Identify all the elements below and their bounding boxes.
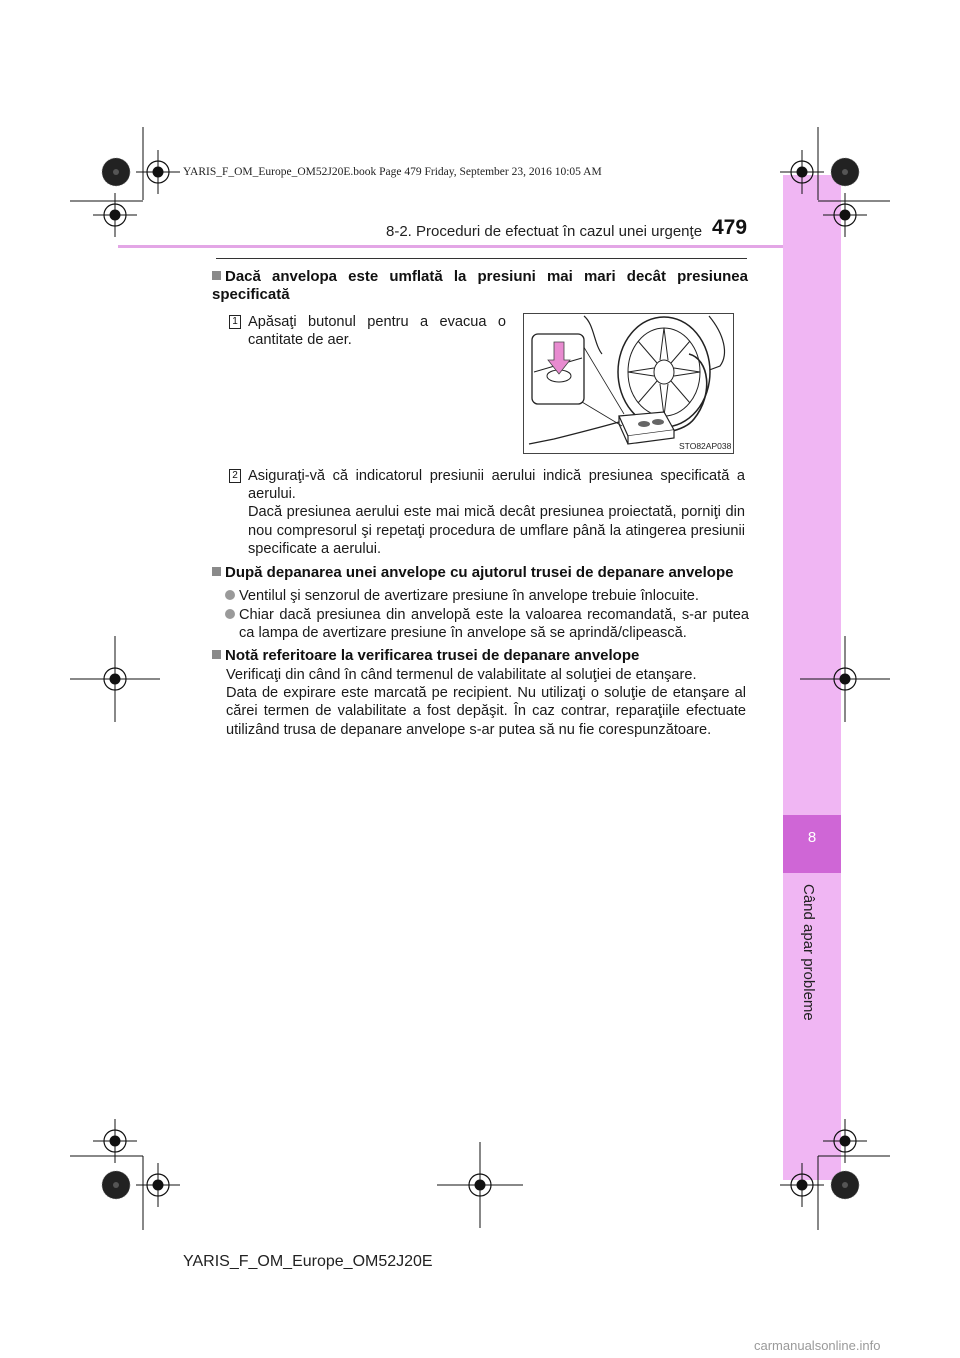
- registration-sunburst-icon: [831, 1171, 859, 1199]
- section3-line-2: Data de expirare este marcată pe recipient. Nu utilizaţi o soluţie de etanşare al cărei termen de valabilitate a fost depăşit. În caz contrar, reparaţiile efectuate utilizând trusa de depanare anvelope s-ar putea să nu fie corespunzătoare.: [226, 685, 746, 738]
- registration-sunburst-icon: [102, 158, 130, 186]
- section-header-title: 8-2. Proceduri de efectuat în cazul unei urgenţe: [386, 223, 703, 240]
- page-number: 479: [712, 216, 748, 239]
- section2-heading-text: După depanarea unei anvelope cu ajutorul trusei de depanare anvelope: [225, 564, 734, 581]
- registration-target-icon: [780, 1163, 824, 1207]
- section3-heading-text: Notă referitoare la verificarea trusei de depanare anvelope: [225, 647, 640, 664]
- registration-sunburst-icon: [831, 158, 859, 186]
- section3-line-1: Verificaţi din când în când termenul de valabilitate al soluţiei de etanşare.: [226, 667, 697, 683]
- registration-sunburst-icon: [102, 1171, 130, 1199]
- registration-target-icon: [93, 193, 137, 237]
- site-watermark: carmanualsonline.info: [754, 1338, 881, 1353]
- registration-target-icon: [780, 150, 824, 194]
- illustration-code: STO82AP038: [679, 441, 732, 451]
- section2-bullet-2: Chiar dacă presiunea din anvelopă este la valoarea recomandată, s-ar putea ca lampa de avertizare presiune în anvelope să se aprindă/clipească.: [225, 606, 749, 642]
- section1-heading-text: Dacă anvelopa este umflată la presiuni mai mari decât presiunea specificată: [212, 268, 748, 303]
- registration-target-icon: [823, 193, 867, 237]
- footer-document-id: YARIS_F_OM_Europe_OM52J20E: [183, 1253, 433, 1270]
- step-number-1: 1: [229, 315, 241, 329]
- step-2-line-1: Asiguraţi-vă că indicatorul presiunii aerului indică presiunea specificată a aerului.: [248, 468, 745, 503]
- section2-bullet-1: Ventilul şi senzorul de avertizare presiune în anvelope trebuie înlocuite.: [225, 587, 749, 605]
- step-2-line-2: Dacă presiunea aerului este mai mică decât presiunea proiectată, porniţi din nou compresorul şi repetaţi procedura de umflare până la atingerea presiunii specificate a aerului.: [248, 504, 745, 557]
- step-number-2: 2: [229, 469, 241, 483]
- chapter-title: Când apar probleme: [800, 884, 817, 1021]
- chapter-number: 8: [807, 829, 817, 846]
- step-1-text: Apăsaţi butonul pentru a evacua o cantitate de aer.: [248, 314, 506, 349]
- print-info-line: YARIS_F_OM_Europe_OM52J20E.book Page 479 Friday, September 23, 2016 10:05 AM: [183, 166, 602, 178]
